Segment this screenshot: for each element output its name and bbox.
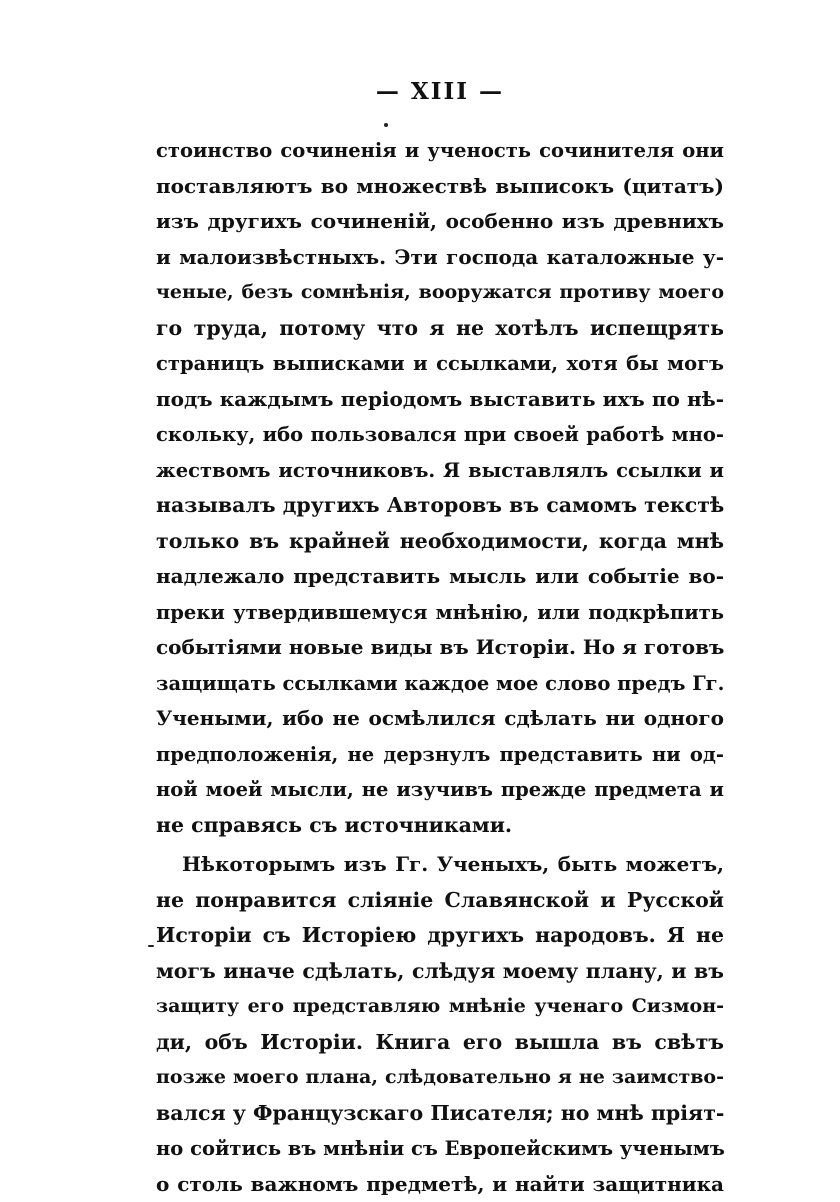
text-line: надлежало представить мысль или событіе во-	[156, 559, 724, 595]
text-line: стоинство сочиненія и ученость сочинителя они	[156, 133, 724, 169]
ink-speck	[384, 123, 388, 127]
text-line: преки утвердившемуся мнѣнію, или подкрѣпить	[156, 595, 724, 631]
text-line: о столь важномъ предметѣ, и найти защитника	[156, 1167, 724, 1202]
text-line: только въ крайней необходимости, когда мнѣ	[156, 524, 724, 560]
text-line: ченые, безъ сомнѣнія, вооружатся противу моего	[156, 275, 724, 311]
text-line: Учеными, ибо не осмѣлился сдѣлать ни одного	[156, 701, 724, 737]
text-line: защиту его представляю мнѣніе ученаго Сизмон-	[156, 989, 724, 1025]
text-line: не справясь съ источниками.	[156, 808, 724, 844]
page-number: — XIII —	[0, 78, 840, 105]
text-line: но сойтись въ мнѣніи съ Европейскимъ ученымъ	[156, 1131, 724, 1167]
text-line: ди, объ Исторіи. Книга его вышла въ свѣтъ	[156, 1025, 724, 1061]
text-line: поставляютъ во множествѣ выписокъ (цитатъ)	[156, 169, 724, 205]
text-line: позже моего плана, слѣдовательно я не заимство-	[156, 1060, 724, 1096]
text-line: могъ иначе сдѣлать, слѣдуя моему плану, и въ	[156, 954, 724, 990]
text-line: не понравится сліяніе Славянской и Русской	[156, 883, 724, 919]
text-line: Нѣкоторымъ изъ Гг. Ученыхъ, быть можетъ,	[156, 847, 724, 883]
body-text	[156, 133, 724, 1202]
text-line: го труда, потому что я не хотѣлъ испещрять	[156, 311, 724, 347]
paragraph	[156, 847, 724, 1202]
text-line: защищать ссылками каждое мое слово предъ Гг.	[156, 666, 724, 702]
text-line: ной моей мысли, не изучивъ прежде предмета и	[156, 772, 724, 808]
text-line: страницъ выписками и ссылками, хотя бы могъ	[156, 346, 724, 382]
text-line: изъ другихъ сочиненій, особенно изъ древнихъ	[156, 204, 724, 240]
text-line: называлъ другихъ Авторовъ въ самомъ текстѣ	[156, 488, 724, 524]
text-line: и малоизвѣстныхъ. Эти господа каталожные у-	[156, 240, 724, 276]
ink-speck	[148, 945, 154, 947]
text-line: Исторіи съ Исторіею другихъ народовъ. Я не	[156, 918, 724, 954]
text-line: вался у Французскаго Писателя; но мнѣ пріят-	[156, 1096, 724, 1132]
text-line: скольку, ибо пользовался при своей работѣ мно-	[156, 417, 724, 453]
text-line: событіями новые виды въ Исторіи. Но я готовъ	[156, 630, 724, 666]
text-line: подъ каждымъ періодомъ выставить ихъ по нѣ-	[156, 382, 724, 418]
text-line: жествомъ источниковъ. Я выставлялъ ссылки и	[156, 453, 724, 489]
text-line: предположенія, не дерзнулъ представить ни од-	[156, 737, 724, 773]
paragraph	[156, 133, 724, 843]
